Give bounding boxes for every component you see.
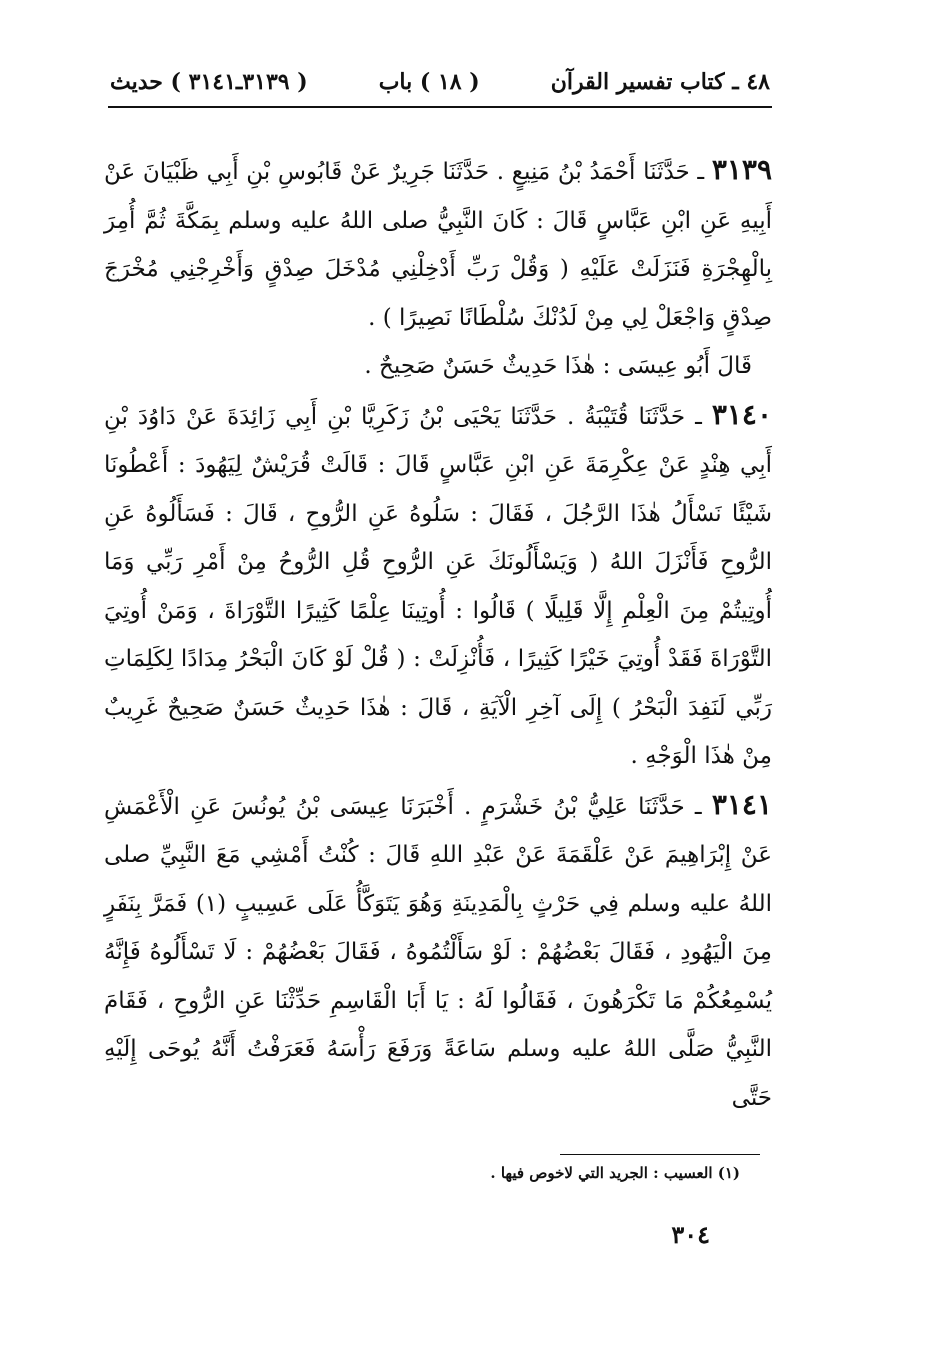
hadith-3141 xyxy=(104,781,772,1123)
header-book-title: ٤٨ ـ كتاب تفسير القرآن xyxy=(550,69,770,95)
hadith-text: ـ حَدَّثَنَا أَحْمَدُ بْنُ مَنِيعٍ . حَدَّثَنَا جَرِيرٌ عَنْ قَابُوسِ بْنِ أَبِي ظَبْيَانَ عَنْ أَبِيهِ عَنِ ابْنِ عَبَّاسٍ قَالَ : كَانَ النَّبِيُّ صلى اللهُ عليه وسلم بِمَكَّةَ ثُمَّ أُمِرَ بِالْهِجْرَةِ فَنَزَلَتْ عَلَيْهِ ( وَقُلْ رَبِّ أَدْخِلْنِي مُدْخَلَ صِدْقٍ وَأَخْرِجْنِي مُخْرَجَ صِدْقٍ وَاجْعَلْ لِي مِنْ لَدُنْكَ سُلْطَانًا نَصِيرًا ) . xyxy=(104,159,772,331)
hadith-3140 xyxy=(104,391,772,781)
header-hadith-range: ( ٣١٣٩ـ٣١٤١ ) حديث xyxy=(110,69,308,95)
page-body xyxy=(104,146,772,1146)
hadith-number: ٣١٤٠ xyxy=(711,397,772,431)
hadith-number: ٣١٤١ xyxy=(711,787,772,821)
header-chapter: ( ١٨ ) باب xyxy=(378,69,480,95)
hadith-grading: قَالَ أَبُو عِيسَى : هٰذَا حَدِيثٌ حَسَنٌ صَحِيحٌ . xyxy=(364,353,752,379)
running-header xyxy=(110,62,770,102)
page-number: ٣٠٤ xyxy=(671,1220,710,1249)
footnote-divider xyxy=(560,1154,760,1155)
hadith-number: ٣١٣٩ xyxy=(711,153,772,186)
hadith-3139 xyxy=(104,146,772,342)
hadith-text: ـ حَدَّثَنَا عَلِيُّ بْنُ خَشْرَمٍ . أَخْبَرَنَا عِيسَى بْنُ يُونُسَ عَنِ الْأَعْمَشِ عَنْ إِبْرَاهِيمَ عَنْ عَلْقَمَةَ عَنْ عَبْدِ اللهِ قَالَ : كُنْتُ أَمْشِي مَعَ النَّبِيِّ صلى اللهُ عليه وسلم فِي حَرْثٍ بِالْمَدِينَةِ وَهُوَ يَتَوَكَّأُ عَلَى عَسِيبٍ (١) فَمَرَّ بِنَفَرٍ مِنَ الْيَهُودِ ، فَقَالَ بَعْضُهُمْ : لَوْ سَأَلْتُمُوهُ ، فَقَالَ بَعْضُهُمْ : لَا تَسْأَلُوهُ فَإِنَّهُ يُسْمِعُكُمْ مَا تَكْرَهُونَ ، فَقَالُوا لَهُ : يَا أَبَا الْقَاسِمِ حَدِّثْنَا عَنِ الرُّوحِ ، فَقَامَ النَّبِيُّ صَلَّى اللهُ عليه وسلم سَاعَةً وَرَفَعَ رَأْسَهُ فَعَرَفْتُ أَنَّهُ يُوحَى إِلَيْهِ حَتَّى xyxy=(104,793,772,1111)
header-divider xyxy=(108,106,772,108)
footnote: (١) العسيب : الجريد التي لاخوص فيها . xyxy=(490,1164,740,1182)
hadith-text: ـ حَدَّثَنَا قُتَيْبَةُ . حَدَّثَنَا يَحْيَى بْنُ زَكَرِيَّا بْنِ أَبِي زَائِدَةَ عَنْ دَاوُدَ بْنِ أَبِي هِنْدٍ عَنْ عِكْرِمَةَ عَنِ ابْنِ عَبَّاسٍ قَالَ : قَالَتْ قُرَيْشٌ لِيَهُودَ : أَعْطُونَا شَيْئًا نَسْأَلُ هٰذَا الرَّجُلَ ، فَقَالَ : سَلُوهُ عَنِ الرُّوحِ ، قَالَ : فَسَأَلُوهُ عَنِ الرُّوحِ فَأَنْزَلَ اللهُ ( وَيَسْأَلُونَكَ عَنِ الرُّوحِ قُلِ الرُّوحُ مِنْ أَمْرِ رَبِّي وَمَا أُوتِيتُمْ مِنَ الْعِلْمِ إِلَّا قَلِيلًا ) قَالُوا : أُوتِينَا عِلْمًا كَثِيرًا التَّوْرَاةَ ، وَمَنْ أُوتِيَ التَّوْرَاةَ فَقَدْ أُوتِيَ خَيْرًا كَثِيرًا ، فَأُنْزِلَتْ : ( قُلْ لَوْ كَانَ الْبَحْرُ مِدَادًا لِكَلِمَاتِ رَبِّي لَنَفِدَ الْبَحْرُ ) إِلَى آخِرِ الْآيَةِ ، قَالَ : هٰذَا حَدِيثٌ حَسَنٌ صَحِيحٌ غَرِيبٌ مِنْ هٰذَا الْوَجْهِ . xyxy=(104,403,772,769)
